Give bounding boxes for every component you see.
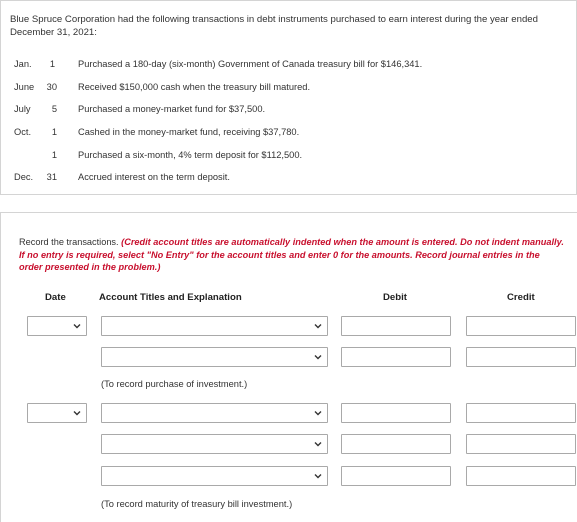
credit-amount-input[interactable] — [466, 434, 576, 454]
transaction-month: June — [14, 82, 35, 92]
chevron-down-icon — [314, 471, 322, 481]
credit-column-header: Credit — [507, 292, 535, 303]
transaction-description: Purchased a money-market fund for $37,500. — [78, 104, 266, 114]
debit-amount-input[interactable] — [341, 466, 451, 486]
question-intro: Blue Spruce Corporation had the following transactions in debt instruments purchased to earn interest during the year ended December 31, 2021: — [10, 14, 538, 38]
transaction-day: 31 — [46, 172, 57, 182]
transaction-day: 1 — [51, 127, 57, 137]
date-column-header: Date — [45, 292, 66, 303]
chevron-down-icon — [314, 439, 322, 449]
debit-amount-input[interactable] — [341, 403, 451, 423]
account-title-select[interactable] — [101, 466, 328, 486]
transaction-description: Accrued interest on the term deposit. — [78, 172, 230, 182]
account-title-select[interactable] — [101, 316, 328, 336]
transaction-month: July — [14, 104, 31, 114]
transaction-month: Oct. — [14, 127, 32, 137]
transaction-month: Jan. — [14, 59, 32, 69]
journal-memo: (To record purchase of investment.) — [101, 379, 248, 389]
debit-amount-input[interactable] — [341, 434, 451, 454]
account-title-select[interactable] — [101, 434, 328, 454]
debit-amount-input[interactable] — [341, 347, 451, 367]
credit-amount-input[interactable] — [466, 347, 576, 367]
transaction-day: 1 — [49, 59, 55, 69]
instructions-emphasis: (Credit account titles are automatically indented when the amount is entered. Do not indent manually. If no entry is required, select "No Entry" for the account titles and enter 0 for the amounts. Record journal entries in the order presented in the problem.) — [19, 237, 564, 272]
credit-amount-input[interactable] — [466, 316, 576, 336]
account-column-header: Account Titles and Explanation — [99, 292, 242, 303]
date-select[interactable] — [27, 403, 87, 423]
transaction-description: Purchased a six-month, 4% term deposit for $112,500. — [78, 150, 303, 160]
instructions — [19, 236, 564, 274]
transaction-description: Cashed in the money-market fund, receiving $37,780. — [78, 127, 300, 137]
transaction-day: 30 — [46, 82, 57, 92]
instructions-text: Record the transactions. — [19, 237, 122, 247]
credit-amount-input[interactable] — [466, 403, 576, 423]
transaction-description: Received $150,000 cash when the treasury bill matured. — [78, 82, 311, 92]
date-select[interactable] — [27, 316, 87, 336]
debit-amount-input[interactable] — [341, 316, 451, 336]
chevron-down-icon — [73, 321, 81, 331]
account-title-select[interactable] — [101, 347, 328, 367]
chevron-down-icon — [314, 321, 322, 331]
chevron-down-icon — [314, 408, 322, 418]
transaction-day: 1 — [51, 150, 57, 160]
credit-amount-input[interactable] — [466, 466, 576, 486]
chevron-down-icon — [73, 408, 81, 418]
journal-memo: (To record maturity of treasury bill investment.) — [101, 499, 293, 509]
transaction-description: Purchased a 180-day (six-month) Government of Canada treasury bill for $146,341. — [78, 59, 423, 69]
transaction-day: 5 — [51, 104, 57, 114]
debit-column-header: Debit — [383, 292, 407, 303]
transaction-month: Dec. — [14, 172, 34, 182]
chevron-down-icon — [314, 352, 322, 362]
account-title-select[interactable] — [101, 403, 328, 423]
